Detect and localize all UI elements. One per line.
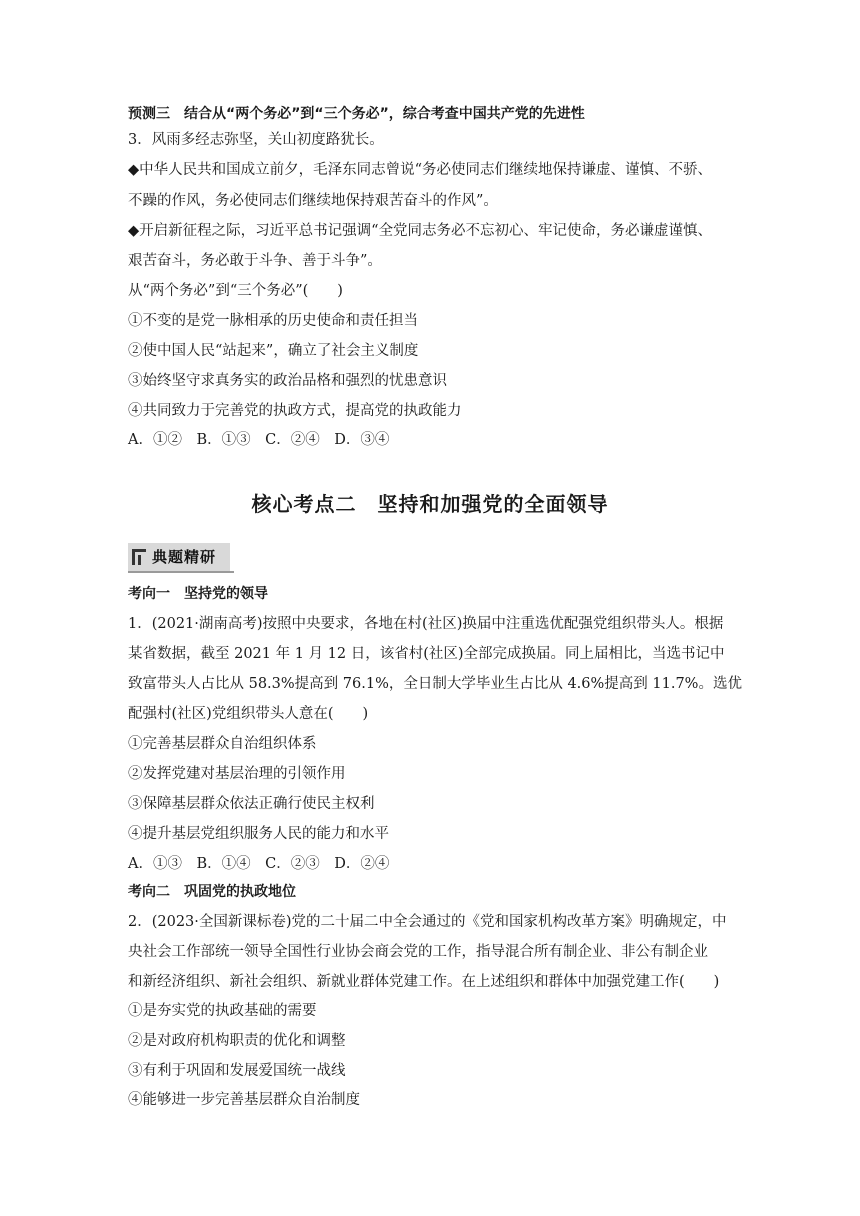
banner-underline bbox=[128, 571, 234, 573]
option-item: ④共同致力于完善党的执政方式，提高党的执政能力 bbox=[128, 403, 462, 419]
option-item: ③始终坚守求真务实的政治品格和强烈的忧患意识 bbox=[128, 373, 447, 389]
option-item: ②使中国人民“站起来”，确立了社会主义制度 bbox=[128, 343, 419, 359]
option-item: ②发挥党建对基层治理的引领作用 bbox=[128, 766, 346, 782]
question-line: 1．(2021·湖南高考)按照中央要求，各地在村(社区)换届中注重选优配强党组织带头人。根据 bbox=[128, 616, 724, 632]
option-item: ③保障基层群众依法正确行使民主权利 bbox=[128, 796, 375, 812]
bullet-quote-line: 艰苦奋斗，务必敢于斗争、善于斗争”。 bbox=[128, 253, 382, 269]
banner-label: 典题精研 bbox=[152, 548, 217, 566]
question-line: 某省数据，截至 2021 年 1 月 12 日，该省村(社区)全部完成换届。同上届相比，当选书记中 bbox=[128, 646, 725, 662]
question-text: 从“两个务必”到“三个务必”( ) bbox=[128, 283, 343, 299]
option-item: ③有利于巩固和发展爱国统一战线 bbox=[128, 1063, 346, 1079]
bullet-quote-line: 不躁的作风，务必使同志们继续地保持艰苦奋斗的作风”。 bbox=[128, 193, 498, 209]
section-banner bbox=[128, 543, 230, 571]
direction-heading: 考向一 坚持党的领导 bbox=[128, 586, 268, 602]
question-stem: 3．风雨多经志弥坚，关山初度路犹长。 bbox=[128, 132, 384, 148]
option-item: ①完善基层群众自治组织体系 bbox=[128, 736, 317, 752]
option-item: ②是对政府机构职责的优化和调整 bbox=[128, 1033, 346, 1049]
option-item: ①是夯实党的执政基础的需要 bbox=[128, 1003, 317, 1019]
option-item: ④提升基层党组织服务人民的能力和水平 bbox=[128, 826, 389, 842]
option-item: ①不变的是党一脉相承的历史使命和责任担当 bbox=[128, 313, 418, 329]
question-line: 和新经济组织、新社会组织、新就业群体党建工作。在上述组织和群体中加强党建工作( ) bbox=[128, 974, 720, 990]
banner-mark-icon bbox=[132, 549, 146, 565]
direction-heading: 考向二 巩固党的执政地位 bbox=[128, 884, 296, 900]
answer-choices: A．①③ B．①④ C．②③ D．②④ bbox=[128, 856, 390, 872]
question-line: 央社会工作部统一领导全国性行业协会商会党的工作，指导混合所有制企业、非公有制企业 bbox=[128, 944, 708, 960]
bullet-quote-line: ◆中华人民共和国成立前夕，毛泽东同志曾说“务必使同志们继续地保持谦虚、谨慎、不骄、 bbox=[128, 162, 713, 178]
section-title: 核心考点二 坚持和加强党的全面领导 bbox=[251, 492, 609, 516]
question-line: 配强村(社区)党组织带头人意在( ) bbox=[128, 706, 369, 722]
bullet-quote-line: ◆开启新征程之际，习近平总书记强调“全党同志务必不忘初心、牢记使命，务必谦虚谨慎、 bbox=[128, 223, 713, 239]
option-item: ④能够进一步完善基层群众自治制度 bbox=[128, 1092, 360, 1108]
answer-choices: A．①② B．①③ C．②④ D．③④ bbox=[128, 432, 390, 448]
question-line: 2．(2023·全国新课标卷)党的二十届二中全会通过的《党和国家机构改革方案》明确规定，中 bbox=[128, 914, 727, 930]
prediction-heading: 预测三 结合从“两个务必”到“三个务必”，综合考查中国共产党的先进性 bbox=[128, 106, 585, 122]
question-line: 致富带头人占比从 58.3%提高到 76.1%，全日制大学毕业生占比从 4.6%提高到 11.7%。选优 bbox=[128, 676, 742, 692]
